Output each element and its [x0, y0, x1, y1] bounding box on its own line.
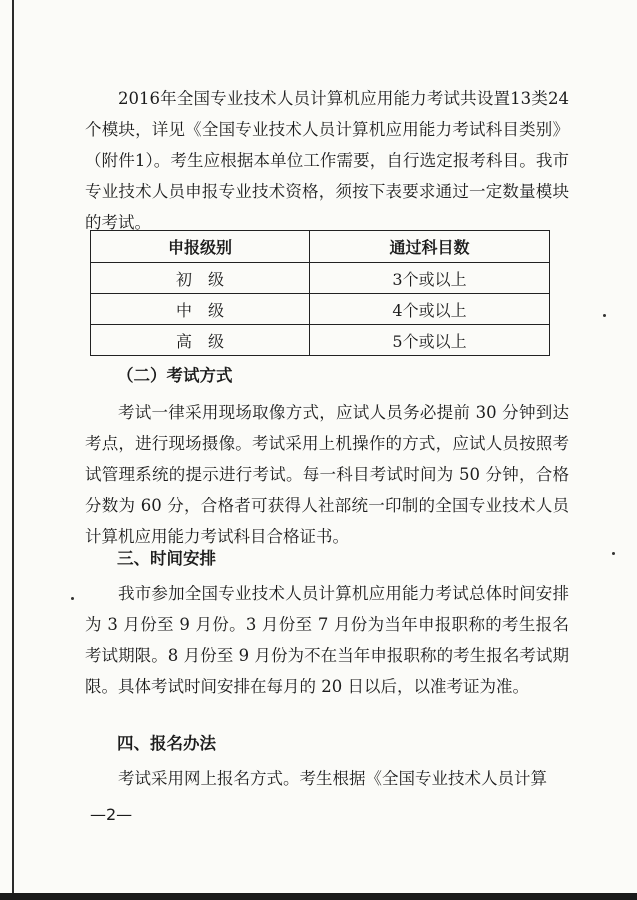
exam-requirement-table [90, 230, 550, 356]
section-heading-registration: 四、报名办法 [117, 734, 216, 753]
table-cell-count: 3个或以上 [310, 263, 550, 294]
table-row [91, 294, 550, 325]
page-number: —2— [90, 805, 133, 824]
table-header-count: 通过科目数 [310, 231, 550, 263]
table-cell-count: 4个或以上 [310, 294, 550, 325]
scan-edge-left [12, 0, 14, 900]
table-row [91, 263, 550, 294]
table-cell-level: 高 级 [91, 325, 310, 356]
scan-speck [603, 314, 606, 317]
table-cell-count: 5个或以上 [310, 325, 550, 356]
intro-paragraph: 2016年全国专业技术人员计算机应用能力考试共设置13类24 个模块，详见《全国专业技术人员计算机应用能力考试科目类别》（附件1）。考生应根据本单位工作需要，自行选定报考科目。我市专业技术人员申报专业技术资格，须按下表要求通过一定数量模块的考试。 [85, 89, 569, 232]
table-cell-level: 中 级 [91, 294, 310, 325]
section-heading-exam-method: （二）考试方式 [117, 366, 233, 385]
table-header-row [91, 231, 550, 263]
scan-speck [612, 552, 615, 555]
schedule-paragraph: 我市参加全国专业技术人员计算机应用能力考试总体时间安排为 3 月份至 9 月份。3 月份至 7 月份为当年申报职称的考生报名考试期限。8 月份至 9 月份为不在当年申报职称的考生报名考试期限。具体考试时间安排在每月的 20 日以后，以准考证为准。 [85, 584, 569, 696]
table-cell-level: 初 级 [91, 263, 310, 294]
exam-method-paragraph: 考试一律采用现场取像方式，应试人员务必提前 30 分钟到达考点，进行现场摄像。考试采用上机操作的方式，应试人员按照考试管理系统的提示进行考试。每一科目考试时间为 50 分钟，合格分数为 60 分，合格者可获得人社部统一印制的全国专业技术人员计算机应用能力考试科目合格证书。 [85, 403, 569, 546]
section-heading-schedule: 三、时间安排 [117, 549, 216, 568]
table-row [91, 325, 550, 356]
scan-edge-bottom [0, 893, 637, 900]
registration-paragraph: 考试采用网上报名方式。考生根据《全国专业技术人员计算 [118, 769, 547, 788]
table-header-level: 申报级别 [91, 231, 310, 263]
scan-speck [71, 597, 74, 600]
